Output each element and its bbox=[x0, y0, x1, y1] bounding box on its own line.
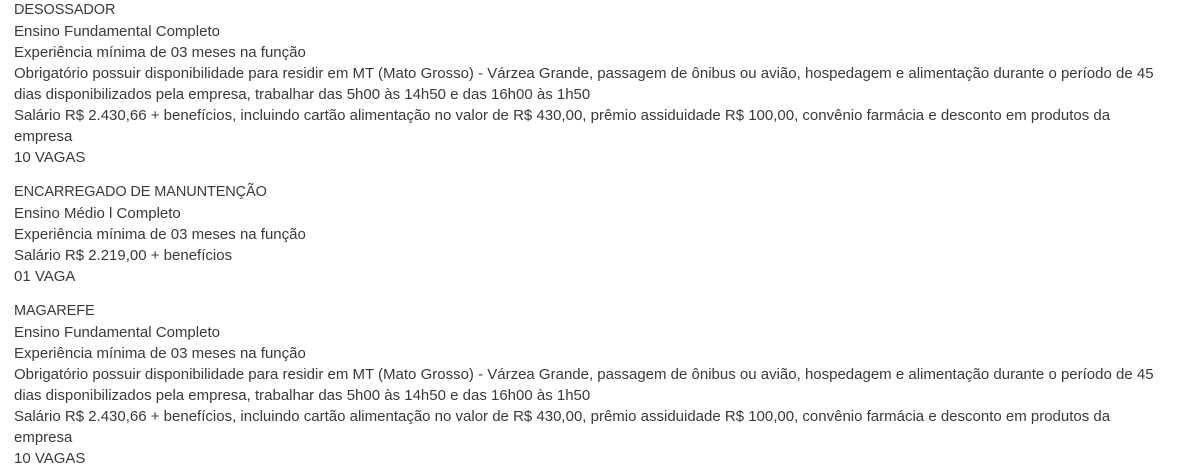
job-salary: Salário R$ 2.430,66 + benefícios, incluindo cartão alimentação no valor de R$ 430,00, prêmio assiduidade R$ 100,00, convênio farmácia e desconto em produtos da empresa bbox=[14, 107, 1111, 145]
job-salary: Salário R$ 2.430,66 + benefícios, incluindo cartão alimentação no valor de R$ 430,00, prêmio assiduidade R$ 100,00, convênio farmácia e desconto em produtos da empresa bbox=[14, 408, 1111, 446]
job-title: ENCARREGADO DE MANUNTENÇÃO bbox=[14, 184, 267, 200]
job-vacancies: 10 VAGAS bbox=[14, 450, 86, 467]
job-requirement: Obrigatório possuir disponibilidade para residir em MT (Mato Grosso) - Várzea Grande, passagem de ônibus ou avião, hospedagem e alimentação durante o período de 45 dias disponibilizados pela empresa, trabalhar das 5h00 às 14h50 e das 16h00 às 1h50 bbox=[14, 65, 1154, 103]
job-title: DESOSSADOR bbox=[14, 2, 116, 18]
job-experience: Experiência mínima de 03 meses na função bbox=[14, 226, 306, 243]
job-magarefe bbox=[14, 301, 1164, 469]
job-salary: Salário R$ 2.219,00 + benefícios bbox=[14, 247, 233, 264]
job-desossador bbox=[14, 0, 1164, 168]
job-listings bbox=[14, 0, 1164, 469]
job-encarregado-manutencao bbox=[14, 182, 1164, 287]
job-experience: Experiência mínima de 03 meses na função bbox=[14, 44, 306, 61]
job-education: Ensino Fundamental Completo bbox=[14, 23, 220, 40]
job-education: Ensino Fundamental Completo bbox=[14, 324, 220, 341]
job-vacancies: 01 VAGA bbox=[14, 268, 76, 285]
job-vacancies: 10 VAGAS bbox=[14, 149, 86, 166]
job-requirement: Obrigatório possuir disponibilidade para residir em MT (Mato Grosso) - Várzea Grande, passagem de ônibus ou avião, hospedagem e alimentação durante o período de 45 dias disponibilizados pela empresa, trabalhar das 5h00 às 14h50 e das 16h00 às 1h50 bbox=[14, 366, 1154, 404]
job-education: Ensino Médio l Completo bbox=[14, 205, 181, 222]
job-title: MAGAREFE bbox=[14, 303, 95, 319]
job-experience: Experiência mínima de 03 meses na função bbox=[14, 345, 306, 362]
